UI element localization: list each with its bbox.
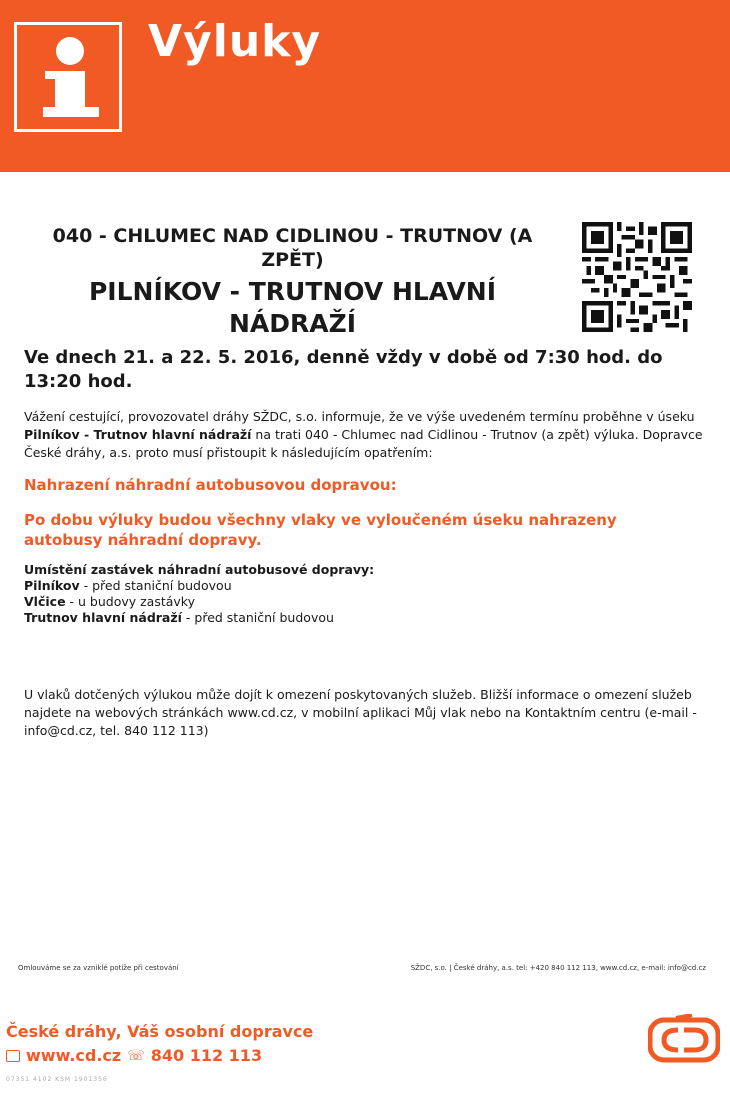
header-banner	[0, 0, 730, 172]
list-item: Vlčice - u budovy zastávky	[24, 594, 195, 609]
phone-icon: ☏	[127, 1047, 145, 1064]
info-icon	[14, 22, 122, 132]
section-title: PILNÍKOV - TRUTNOV HLAVNÍ NÁDRAŽÍ	[88, 277, 497, 338]
intro-text-1: Vážení cestující, provozovatel dráhy SŽDC, s.o. informuje, že ve výše uvedeném termínu proběhne v úseku	[24, 409, 695, 424]
footer-apology: Omlouváme se za vzniklé potíže při cestování	[18, 964, 179, 972]
substitution-text: Po dobu výluky budou všechny vlaky ve vyloučeném úseku nahrazeny autobusy náhradní dopravy.	[24, 511, 617, 549]
stops-list	[24, 562, 714, 626]
route-title: 040 - CHLUMEC NAD CIDLINOU - TRUTNOV (A ZPĚT)	[52, 225, 533, 271]
cd-logo-icon	[648, 1014, 720, 1066]
substitution-title: Nahrazení náhradní autobusovou dopravou:	[24, 476, 397, 494]
footer-contact	[6, 1046, 262, 1065]
stops-title: Umístění zastávek náhradní autobusové dopravy:	[24, 562, 375, 577]
service-note: U vlaků dotčených výlukou může dojít k omezení poskytovaných služeb. Bližší informace o omezení služeb najdete na webových stránkách www.cd.cz, v mobilní aplikaci Můj vlak nebo na Kontaktním centru (e-mail - info@cd.cz, tel. 840 112 113)	[24, 687, 697, 738]
intro-bold-section: Pilníkov - Trutnov hlavní nádraží	[24, 427, 252, 442]
page-title: Výluky	[148, 16, 322, 67]
footer-phone[interactable]: 840 112 113	[150, 1046, 263, 1065]
date-range: Ve dnech 21. a 22. 5. 2016, denně vždy v době od 7:30 hod. do 13:20 hod.	[24, 347, 663, 392]
footer-codes: 07351 4102 KSM 1901356	[6, 1076, 108, 1083]
list-item: Trutnov hlavní nádraží - před staniční budovou	[24, 610, 334, 625]
footer-web-link[interactable]: www.cd.cz	[26, 1046, 122, 1065]
intro-text-2: na trati 040 - Chlumec nad Cidlinou - Trutnov (a zpět) výluka. Dopravce České dráhy, a.s. proto musí přistoupit k následujícím opatřením:	[24, 427, 703, 460]
intro-paragraph	[24, 408, 714, 462]
footer-operators: SŽDC, s.o. | České dráhy, a.s. tel: +420 840 112 113, www.cd.cz, e-mail: info@cd.cz	[410, 964, 706, 972]
web-icon	[6, 1050, 20, 1062]
list-item: Pilníkov - před staniční budovou	[24, 578, 232, 593]
brand-slogan: České dráhy, Váš osobní dopravce	[6, 1022, 314, 1041]
qr-code[interactable]	[582, 222, 692, 332]
